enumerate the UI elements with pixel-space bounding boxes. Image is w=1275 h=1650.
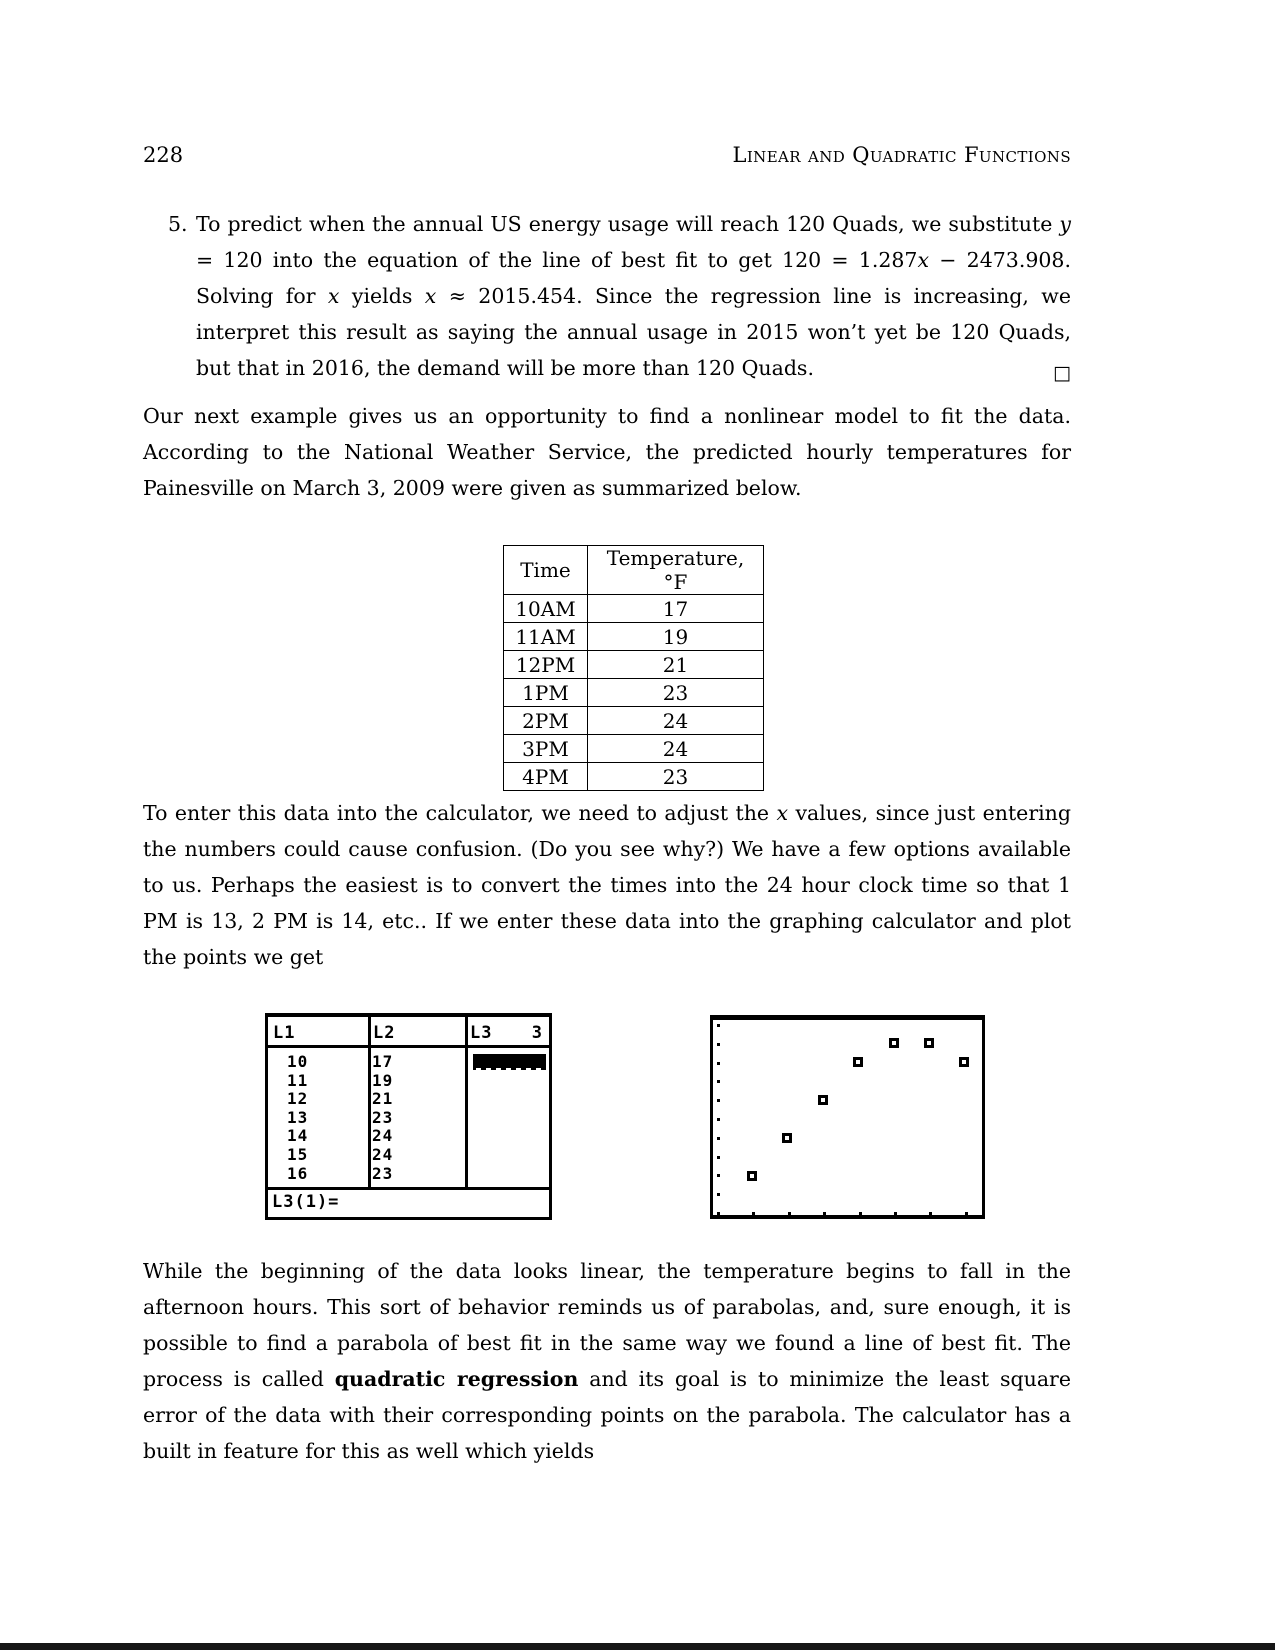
problem-number: 5. [168,212,188,236]
plot-y-axis-tick [717,1080,720,1083]
plot-x-axis-tick [929,1212,932,1215]
plot-point [959,1057,969,1067]
plot-y-axis-tick [717,1043,720,1046]
temperature-table [503,545,764,791]
text-segment: yields [339,284,425,308]
plot-point [924,1038,934,1048]
calculator-plot-screen [710,1015,985,1219]
plot-point [782,1133,792,1143]
list-value: 17 [372,1052,394,1071]
plot-x-axis-tick [894,1212,897,1215]
table-cell: 2PM [504,707,588,735]
table-cell: 21 [588,651,764,679]
table-cell: 1PM [504,679,588,707]
list-cursor-highlight [473,1054,546,1070]
table-cell: 24 [588,735,764,763]
table-cell: 23 [588,679,764,707]
list-status-line: L3(1)= [272,1192,340,1212]
list-status-divider [268,1187,549,1190]
table-row [504,735,764,763]
plot-y-axis-tick [717,1099,720,1102]
plot-y-axis-tick [717,1174,720,1177]
text-segment: ≈ 2015.454. Since the regression line is increasing, we interpret this result as saying the annual usage in 2015 won’t yet be 120 Quads, but that in 2016, the demand will be more than 120 Quads. [196,284,1071,380]
table-cell: 4PM [504,763,588,791]
page-bottom-edge [0,1643,1275,1650]
text-segment: − 2473.908. Solving for [196,248,1071,308]
table-row [504,763,764,791]
table-header-cell: Temperature, °F [588,546,764,595]
problem-text [196,206,1071,386]
list-column-divider-2 [465,1017,468,1187]
plot-point [747,1171,757,1181]
plot-x-axis-tick [823,1212,826,1215]
page-number: 228 [143,143,184,167]
text-segment: quadratic regression [334,1367,579,1391]
list-value: 11 [287,1070,309,1090]
text-segment: values, since just entering the numbers could cause confusion. (Do you see why?) We have a few options available to us. Perhaps the easiest is to convert the times into the 24 hour clock time so that 1 PM is 13, 2 PM is 14, etc.. If we enter these data into the graphing calculator and plot the points we get [143,801,1071,969]
table-cell: 17 [588,595,764,623]
list-value: 13 [287,1107,309,1127]
running-header [143,143,1071,167]
list-value: 23 [372,1163,394,1183]
plot-x-axis-tick [788,1212,791,1215]
plot-x-axis-tick [752,1212,755,1215]
plot-y-axis-tick [717,1156,720,1159]
text-segment: To predict when the annual US energy usage will reach 120 Quads, we substitute [196,212,1060,236]
text-segment: x [327,284,340,308]
plot-x-axis-tick [965,1212,968,1215]
text-segment: y [1059,212,1071,236]
table-row [504,651,764,679]
text-segment: While the beginning of the data looks linear, the temperature begins to fall in the afternoon hours. This sort of behavior reminds us of parabolas, and, sure enough, it is possible to find a parabola of best fit in the same way we found a line of best fit. The process is called [143,1259,1071,1391]
plot-y-axis-tick [717,1137,720,1140]
table-cell: 24 [588,707,764,735]
list-value: 24 [372,1144,394,1164]
table-row [504,707,764,735]
list-value: 21 [372,1089,394,1109]
text-segment: x [424,284,437,308]
table-cell: 12PM [504,651,588,679]
weather-table-header-row [504,546,764,595]
plot-x-axis-tick [717,1212,720,1215]
problem-item-5 [168,206,1071,386]
running-head-title: Linear and Quadratic Functions [732,143,1071,167]
weather-table-body [504,595,764,791]
table-cell: 23 [588,763,764,791]
calculator-list-screen [265,1013,552,1220]
qed-symbol: □ [1053,362,1071,384]
list-column-l2-values [372,1053,393,1183]
plot-point [889,1038,899,1048]
list-column-l1-values [287,1053,308,1183]
table-row [504,679,764,707]
list-value: 23 [372,1107,394,1127]
plot-x-axis-tick [859,1212,862,1215]
plot-area [713,1020,982,1215]
list-value: 12 [287,1089,309,1109]
text-segment: x [776,801,789,825]
text-segment: x [917,248,930,272]
list-value: 14 [287,1126,309,1146]
table-cell: 11AM [504,623,588,651]
table-cell: 10AM [504,595,588,623]
calculator-list-screen-inner [268,1017,549,1217]
list-header-l2: L2 [373,1023,396,1043]
text-segment: and its goal is to minimize the least square error of the data with their corresponding points on the parabola. The calculator has a built in feature for this as well which yields [143,1367,1071,1463]
list-header-divider [268,1045,549,1048]
table-header-cell: Time [504,546,588,595]
list-column-divider-1 [368,1017,371,1187]
list-value: 16 [287,1163,309,1183]
list-value: 19 [372,1070,394,1090]
table-cell: 3PM [504,735,588,763]
list-value: 10 [287,1052,309,1071]
table-row [504,595,764,623]
table-row [504,623,764,651]
text-segment: = 120 into the equation of the line of best fit to get 120 = 1.287 [196,248,918,272]
intro-paragraph: Our next example gives us an opportunity to find a nonlinear model to fit the data. According to the National Weather Service, the predicted hourly temperatures for Painesville on March 3, 2009 were given as summarized below. [143,404,1071,500]
plot-point [853,1057,863,1067]
list-value: 15 [287,1144,309,1164]
list-value: 24 [372,1126,394,1146]
text-segment: To enter this data into the calculator, we need to adjust the [143,801,777,825]
closing-paragraph [143,1253,1071,1469]
plot-y-axis-tick [717,1193,720,1196]
table-cell: 19 [588,623,764,651]
list-header-l1: L1 [273,1023,296,1043]
plot-point [818,1095,828,1105]
plot-y-axis-tick [717,1024,720,1027]
plot-y-axis-tick [717,1062,720,1065]
calculator-paragraph [143,795,1071,975]
plot-y-axis-tick [717,1118,720,1121]
list-current-column-indicator: 3 [531,1023,543,1043]
list-header-l3: L3 [470,1023,493,1043]
